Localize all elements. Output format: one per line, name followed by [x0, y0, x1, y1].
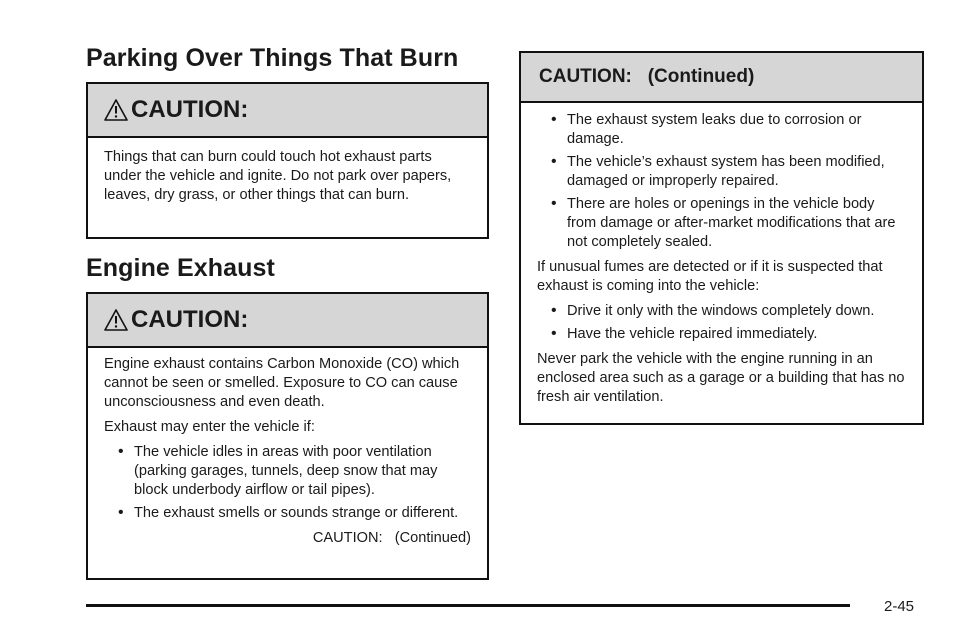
list-item: • The vehicle’s exhaust system has been modified, damaged or improperly repaired. — [537, 153, 906, 191]
warning-triangle-icon — [104, 308, 128, 332]
continued-note: CAUTION: (Continued) — [312, 530, 471, 546]
bullet-list — [537, 302, 906, 344]
list-item: • The exhaust system leaks due to corrosion or damage. — [537, 111, 906, 149]
continued-title: CAUTION: (Continued) — [539, 66, 755, 87]
list-item: • Drive it only with the windows completely down. — [537, 302, 906, 321]
caution-label: CAUTION: — [131, 96, 249, 123]
caution-header — [88, 84, 487, 138]
warning-triangle-icon — [104, 98, 128, 122]
caution-paragraph: If unusual fumes are detected or if it is suspected that exhaust is coming into the vehicle: — [537, 259, 883, 294]
caution-paragraph: Exhaust may enter the vehicle if: — [104, 419, 315, 435]
caution-label: CAUTION: — [131, 306, 249, 333]
caution-box-parking — [86, 82, 489, 239]
continued-body — [521, 103, 922, 407]
caution-body — [88, 138, 487, 205]
caution-box-continued — [519, 51, 924, 425]
bullet-list — [104, 443, 471, 523]
section-heading-engine-exhaust: Engine Exhaust — [86, 254, 275, 282]
caution-paragraph: Never park the vehicle with the engine running in an enclosed area such as a garage or a building that has no fresh air ventilation. — [537, 351, 905, 405]
page-number: 2-45 — [884, 598, 915, 615]
list-item: • The vehicle idles in areas with poor ventilation (parking garages, tunnels, deep snow that may block underbody airflow or tail pipes). — [104, 443, 471, 500]
list-item: • Have the vehicle repaired immediately. — [537, 325, 906, 344]
caution-body — [88, 348, 487, 548]
caution-header — [88, 294, 487, 348]
continued-header — [521, 53, 922, 103]
bullet-list — [537, 111, 906, 252]
caution-box-exhaust — [86, 292, 489, 580]
list-item: • The exhaust smells or sounds strange or different. — [104, 504, 471, 523]
section-heading-parking: Parking Over Things That Burn — [86, 44, 459, 72]
caution-paragraph: Engine exhaust contains Carbon Monoxide (CO) which cannot be seen or smelled. Exposure to CO can cause unconsciousness and even death. — [104, 356, 460, 410]
footer-rule — [86, 604, 850, 607]
list-item: • There are holes or openings in the vehicle body from damage or after-market modifications that are not completely sealed. — [537, 195, 906, 252]
caution-text: Things that can burn could touch hot exhaust parts under the vehicle and ignite. Do not park over papers, leaves, dry grass, or other things that can burn. — [104, 149, 452, 203]
